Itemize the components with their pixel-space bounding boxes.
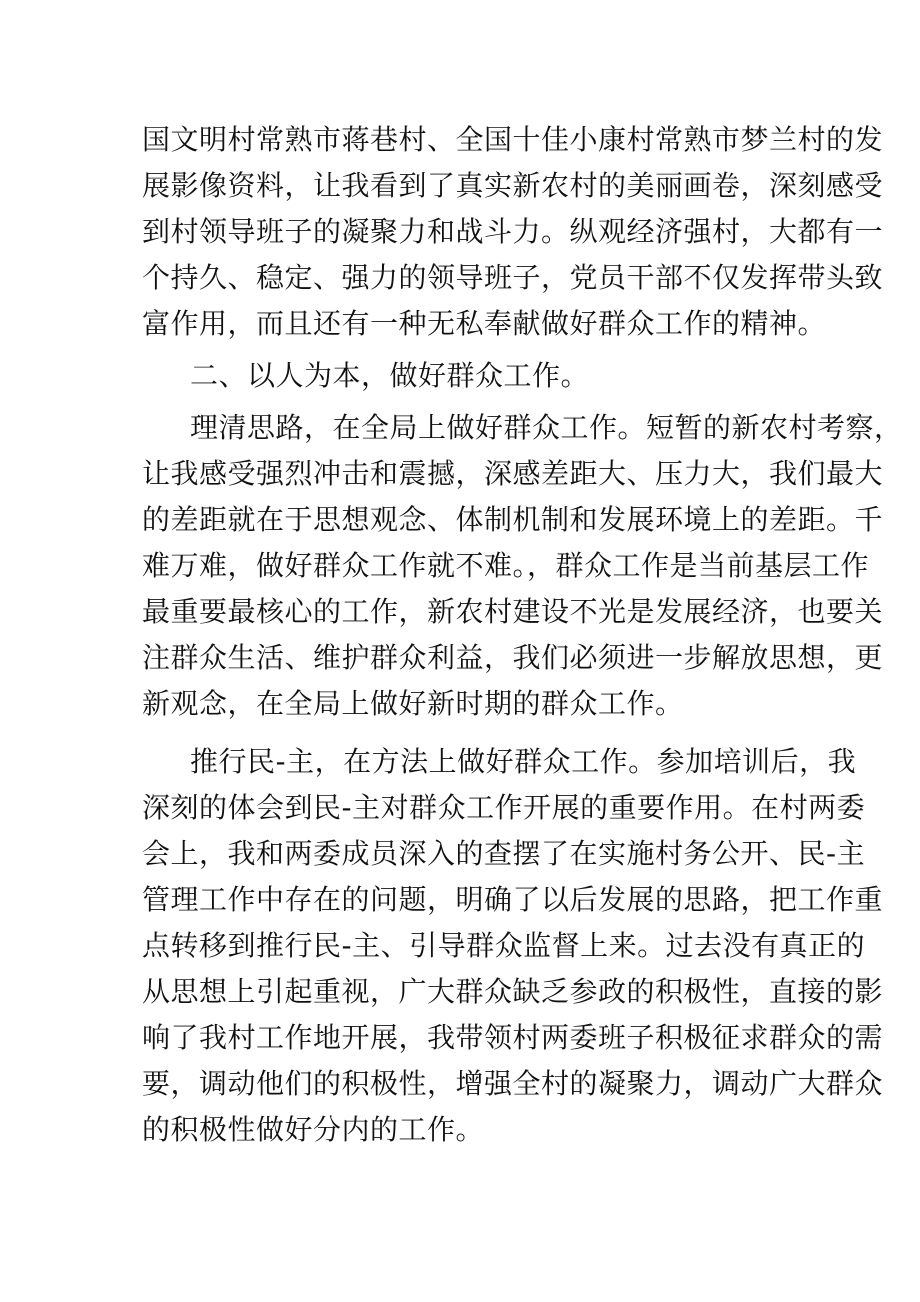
text-line: 注群众生活、维护群众利益，我们必须进一步解放思想，更 [142, 641, 884, 674]
text-line: 国文明村常熟市蒋巷村、全国十佳小康村常熟市梦兰村的发 [142, 123, 884, 156]
text-line: 难万难，做好群众工作就不难。，群众工作是当前基层工作 [142, 549, 870, 582]
text-line: 深刻的体会到民-主对群众工作开展的重要作用。在村两委 [142, 791, 866, 824]
text-line: 推行民-主，在方法上做好群众工作。参加培训后，我 [190, 745, 857, 778]
text-line: 会上，我和两委成员深入的查摆了在实施村务公开、民-主 [142, 837, 866, 870]
text-line: 个持久、稳定、强力的领导班子，党员干部不仅发挥带头致 [142, 261, 884, 294]
text-line: 理清思路，在全局上做好群众工作。短暂的新农村考察， [190, 411, 903, 444]
section-heading: 二、以人为本，做好群众工作。 [190, 359, 590, 392]
text-line: 富作用，而且还有一种无私奉献做好群众工作的精神。 [142, 307, 827, 340]
text-line: 最重要最核心的工作，新农村建设不光是发展经济，也要关 [142, 595, 884, 628]
text-line: 要，调动他们的积极性，增强全村的凝聚力，调动广大群众 [142, 1067, 884, 1100]
text-line: 让我感受强烈冲击和震撼，深感差距大、压力大，我们最大 [142, 457, 884, 490]
text-line: 展影像资料，让我看到了真实新农村的美丽画卷，深刻感受 [142, 169, 884, 202]
text-line: 管理工作中存在的问题，明确了以后发展的思路，把工作重 [142, 883, 884, 916]
text-line: 响了我村工作地开展，我带领村两委班子积极征求群众的需 [142, 1021, 884, 1054]
text-line: 的积极性做好分内的工作。 [142, 1113, 485, 1146]
text-line: 点转移到推行民-主、引导群众监督上来。过去没有真正的 [142, 929, 866, 962]
text-line: 新观念，在全局上做好新时期的群众工作。 [142, 687, 684, 720]
text-line: 到村领导班子的凝聚力和战斗力。纵观经济强村，大都有一 [142, 215, 884, 248]
text-line: 从思想上引起重视，广大群众缺乏参政的积极性，直接的影 [142, 975, 884, 1008]
text-line: 的差距就在于思想观念、体制机制和发展环境上的差距。千 [142, 503, 884, 536]
